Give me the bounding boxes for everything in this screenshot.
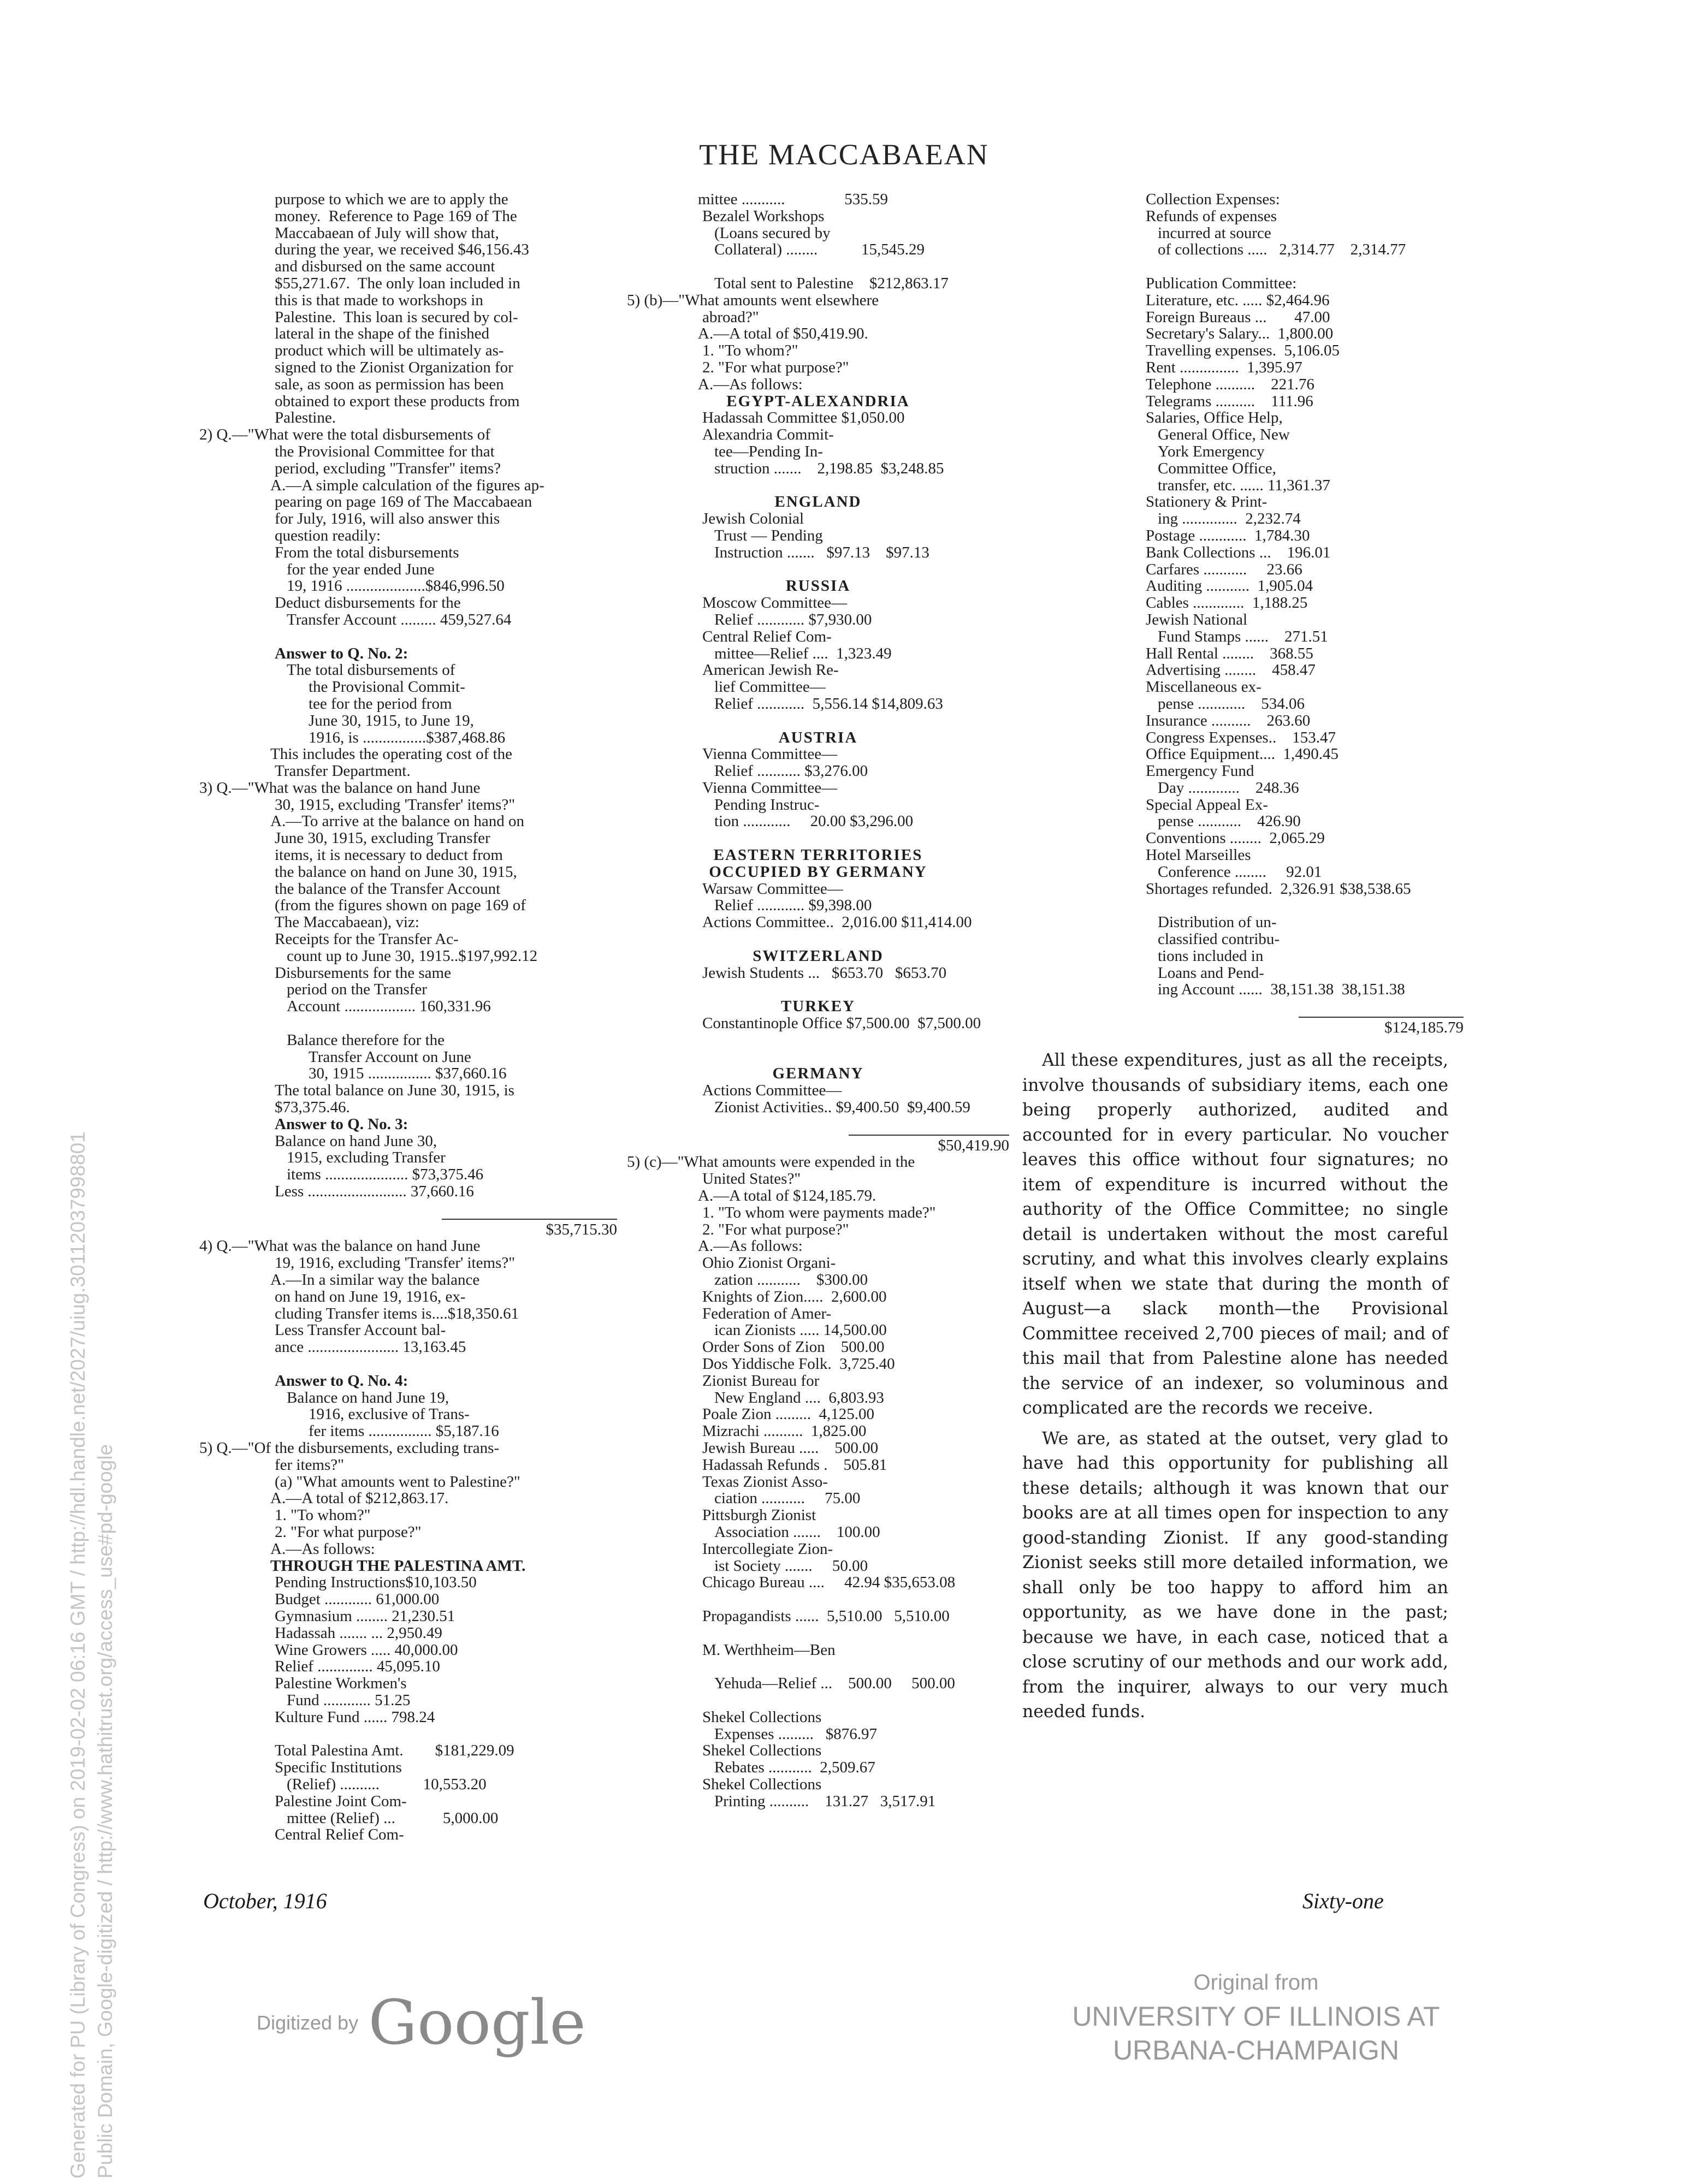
ledger-line: zation ........... $300.00 (714, 1271, 868, 1289)
ledger-line: A.—As follows: (698, 1237, 803, 1255)
ledger-line: Balance on hand June 30, (275, 1132, 437, 1150)
ledger-line: Less Transfer Account bal- (275, 1321, 446, 1339)
ledger-line: items, it is necessary to deduct from (275, 846, 503, 864)
ledger-line: Committee Office, (1158, 459, 1276, 477)
ledger-line: abroad?" (702, 308, 759, 326)
ledger-line: Specific Institutions (275, 1759, 402, 1777)
ledger-line: Collection Expenses: (1146, 191, 1280, 208)
ledger-line: Disbursements for the same (275, 964, 451, 982)
ledger-line: From the total disbursements (275, 543, 459, 561)
closing-essay (1022, 1048, 1448, 1725)
ledger-line: product which will be ultimately as- (275, 342, 504, 360)
original-from-label: Original from (1193, 1971, 1319, 1995)
ledger-line: Auditing ........... 1,905.04 (1146, 577, 1313, 595)
ledger-line: 4) Q.—"What was the balance on hand June (199, 1237, 481, 1255)
ledger-line: items ..................... $73,375.46 (287, 1166, 484, 1184)
ledger-line: Alexandria Commit- (702, 426, 834, 444)
ledger-line: Relief ............ $9,398.00 (714, 897, 872, 915)
ledger-line: American Jewish Re- (702, 661, 839, 679)
ledger-line: Actions Committee.. 2,016.00 $11,414.00 (702, 913, 972, 931)
ledger-line (627, 1116, 1009, 1133)
ledger-line (627, 1591, 1009, 1608)
ledger-line: Association ....... 100.00 (714, 1523, 880, 1541)
ledger-line (627, 931, 1009, 948)
ledger-line: $35,715.30 (546, 1220, 617, 1238)
ledger-line (1070, 998, 1464, 1015)
section-heading: AUSTRIA (778, 728, 858, 746)
ledger-line: Maccabaean of July will show that, (275, 224, 499, 242)
ledger-line: 30, 1915, excluding 'Transfer' items?" (275, 796, 516, 814)
ledger-line (1070, 258, 1464, 275)
provenance-sidebar (64, 814, 119, 2179)
ledger-line: The Maccabaean), viz: (275, 913, 419, 931)
ledger-line: cluding Transfer items is....$18,350.61 (275, 1304, 519, 1322)
ledger-line: Federation of Amer- (702, 1304, 832, 1322)
ledger-line: A.—A total of $212,863.17. (270, 1489, 449, 1508)
ledger-line: ing .............. 2,232.74 (1158, 510, 1301, 528)
ledger-line: $55,271.67. The only loan included in (275, 274, 520, 292)
ledger-line: Shortages refunded. 2,326.91 $38,538.65 (1146, 880, 1411, 898)
ledger-line: and disbursed on the same account (275, 258, 495, 276)
ledger-line: Warsaw Committee— (702, 880, 843, 898)
ledger-line: A.—A simple calculation of the figures ap- (270, 476, 544, 494)
ledger-line: 2. "For what purpose?" (702, 358, 849, 376)
ledger-line: Miscellaneous ex- (1146, 678, 1261, 696)
ledger-line: the balance on hand on June 30, 1915, (275, 863, 517, 881)
ledger-line: Transfer Department. (275, 762, 411, 780)
ledger-line: General Office, New (1158, 426, 1290, 444)
ledger-line: struction ....... 2,198.85 $3,248.85 (714, 459, 944, 477)
section-heading: EGYPT-ALEXANDRIA (726, 392, 910, 410)
ledger-line: tee for the period from (309, 695, 452, 713)
section-heading: TURKEY (780, 998, 856, 1016)
ledger-line: Yehuda—Relief ... 500.00 500.00 (714, 1675, 955, 1693)
ledger-line: Pending Instruc- (714, 796, 820, 814)
ledger-line: Account .................. 160,331.96 (287, 998, 491, 1016)
ledger-line: York Emergency (1158, 442, 1265, 460)
ledger-line: during the year, we received $46,156.43 (275, 241, 529, 259)
ledger-line: Bank Collections ... 196.01 (1146, 543, 1331, 561)
ledger-line: $124,185.79 (1384, 1019, 1464, 1037)
ledger-line: signed to the Zionist Organization for (275, 358, 513, 376)
essay-paragraph: All these expenditures, just as all the receipts, involve thousands of subsidiary items, each one being properly authorized, audited and accounted for in every particular. No voucher leaves this office without four signatures; no item of expenditure is incurred without the authority of the Office Committee; no single detail is undertaken without the most careful scrutiny, and what this involves clearly explains itself when we state that during the month of August—a slack month—the Provisional Committee received 2,700 pieces of mail; and of this mail that from Palestine alone has needed the service of an indexer, so voluminous and complicated are the records we receive. (1022, 1051, 1448, 1418)
ledger-line: ance ....................... 13,163.45 (275, 1338, 466, 1356)
ledger-line: count up to June 30, 1915..$197,992.12 (287, 947, 538, 965)
ledger-line: M. Werthheim—Ben (702, 1641, 836, 1659)
ledger-line: The total balance on June 30, 1915, is (275, 1082, 514, 1100)
ledger-line (199, 1200, 617, 1217)
ledger-line (627, 713, 1009, 729)
ledger-line (627, 830, 1009, 847)
section-heading: SWITZERLAND (753, 947, 884, 965)
ledger-line: 2) Q.—"What were the total disbursements of (199, 426, 490, 444)
ledger-line: 1. "To whom?" (275, 1506, 371, 1524)
ledger-line (627, 258, 1009, 275)
ledger-line: $73,375.46. (275, 1099, 350, 1117)
ledger-line: Insurance .......... 263.60 (1146, 711, 1311, 729)
ledger-line: Wine Growers ..... 40,000.00 (275, 1641, 458, 1659)
ledger-line: Intercollegiate Zion- (702, 1540, 833, 1558)
ledger-line (627, 1658, 1009, 1675)
ledger-line: tions included in (1158, 947, 1264, 965)
ledger-line: Printing .......... 131.27 3,517.91 (714, 1792, 936, 1810)
ledger-line: sale, as soon as permission has been (275, 375, 504, 393)
ledger-line: Palestine Workmen's (275, 1675, 407, 1693)
total-rule (442, 1219, 617, 1220)
ledger-line: Expenses ......... $876.97 (714, 1725, 878, 1743)
ledger-line: fer items?" (275, 1456, 344, 1474)
ledger-line: question readily: (275, 526, 381, 544)
ledger-line: June 30, 1915, excluding Transfer (275, 829, 490, 847)
ledger-line: Relief ........... $3,276.00 (714, 762, 868, 780)
ledger-line: Jewish Colonial (702, 510, 804, 528)
ledger-line: A.—A total of $124,185.79. (698, 1187, 876, 1205)
ledger-line: Shekel Collections (702, 1708, 822, 1726)
ledger-line: Stationery & Print- (1146, 493, 1268, 511)
ledger-line (199, 1356, 617, 1373)
ledger-line: Total Palestina Amt. $181,229.09 (275, 1742, 514, 1760)
ledger-line: Balance therefore for the (287, 1031, 445, 1049)
provenance-line: Generated for PU (Library of Congress) on 2019-02-02 06:16 GMT / http://hdl.handle.net/2027/uiug.30112037998801 (67, 1131, 89, 2179)
ledger-line: Jewish Students ... $653.70 $653.70 (702, 964, 947, 982)
ledger-line: Palestine. (275, 409, 336, 427)
ledger-line: Vienna Committee— (702, 745, 838, 763)
section-heading: EASTERN TERRITORIES (713, 846, 923, 864)
ledger-line (627, 981, 1009, 998)
ledger-line: 5) (b)—"What amounts went elsewhere (627, 291, 879, 309)
ledger-line: ist Society ....... 50.00 (714, 1557, 868, 1575)
ledger-line: A.—A total of $50,419.90. (698, 325, 868, 343)
google-logo: Google (368, 1987, 586, 2058)
original-source-watermark (1065, 1966, 1447, 2067)
ledger-line: Zionist Activities.. $9,400.50 $9,400.59 (714, 1099, 970, 1117)
ledger-line: lief Committee— (714, 678, 826, 696)
ledger-line: Postage ............ 1,784.30 (1146, 526, 1310, 544)
ledger-line: Relief ............ 5,556.14 $14,809.63 (714, 695, 943, 713)
ledger-line: fer items ................ $5,187.16 (309, 1422, 499, 1440)
ledger-line: Transfer Account ......... 459,527.64 (287, 610, 512, 628)
footer-date: October, 1916 (203, 1889, 327, 1913)
ledger-line: 2. "For what purpose?" (702, 1220, 849, 1238)
ledger-line: the Provisional Commit- (309, 678, 465, 696)
ledger-line: incurred at source (1158, 224, 1271, 242)
ledger-line: 19, 1916 ....................$846,996.50 (287, 577, 505, 595)
ledger-line: Answer to Q. No. 2: (275, 644, 408, 662)
ledger-line: Rebates ........... 2,509.67 (714, 1759, 875, 1777)
ledger-line: 19, 1916, excluding 'Transfer' items?" (275, 1254, 516, 1272)
ledger-line: Less ......................... 37,660.16 (275, 1183, 474, 1201)
ledger-line: Carfares ........... 23.66 (1146, 560, 1302, 578)
ledger-line: 5) (c)—"What amounts were expended in the (627, 1153, 915, 1171)
ledger-line: pense ............ 534.06 (1158, 695, 1305, 713)
ledger-line: Relief .............. 45,095.10 (275, 1658, 440, 1676)
ledger-line: Propagandists ...... 5,510.00 5,510.00 (702, 1607, 950, 1625)
ledger-line: Hadassah Refunds . 505.81 (702, 1456, 887, 1474)
ledger-line: Day ............. 248.36 (1158, 779, 1299, 797)
ledger-line: Dos Yiddische Folk. 3,725.40 (702, 1355, 895, 1373)
ledger-line: 3) Q.—"What was the balance on hand June (199, 779, 481, 797)
ledger-line: Foreign Bureaus ... 47.00 (1146, 308, 1330, 326)
ledger-line: 5) Q.—"Of the disbursements, excluding trans- (199, 1439, 500, 1457)
ledger-line: Moscow Committee— (702, 594, 848, 612)
ledger-line: this is that made to workshops in (275, 291, 483, 309)
ledger-line: Chicago Bureau .... 42.94 $35,653.08 (702, 1574, 956, 1592)
ledger-line: tion ............ 20.00 $3,296.00 (714, 812, 914, 830)
ledger-line: Budget ............ 61,000.00 (275, 1590, 440, 1609)
column-middle (627, 191, 1009, 1810)
ledger-line: Shekel Collections (702, 1742, 822, 1760)
ledger-line: Distribution of un- (1158, 913, 1277, 931)
ledger-line: Travelling expenses. 5,106.05 (1146, 342, 1340, 360)
ledger-line: the Provisional Committee for that (275, 442, 495, 460)
ledger-line: This includes the operating cost of the (270, 745, 512, 763)
footer-page-number: Sixty-one (1302, 1889, 1384, 1913)
ledger-line: mittee (Relief) ... 5,000.00 (287, 1809, 499, 1827)
ledger-line (627, 561, 1009, 578)
total-rule (849, 1135, 1009, 1136)
ledger-line: Bezalel Workshops (702, 207, 825, 225)
ledger-line: Hadassah Committee $1,050.00 (702, 409, 905, 427)
ledger-line: Texas Zionist Asso- (702, 1473, 828, 1491)
ledger-line: The total disbursements of (287, 661, 455, 679)
ledger-line: A.—In a similar way the balance (270, 1271, 480, 1289)
ledger-line: Central Relief Com- (702, 627, 832, 645)
ledger-line: A.—As follows: (270, 1540, 375, 1558)
ledger-line: 1916, is ................$387,468.86 (309, 728, 506, 746)
ledger-line: Shekel Collections (702, 1775, 822, 1793)
ledger-line: Receipts for the Transfer Ac- (275, 930, 459, 948)
section-heading: RUSSIA (785, 577, 851, 595)
ledger-line: Publication Committee: (1146, 274, 1297, 292)
university-name: UNIVERSITY OF ILLINOIS AT (1072, 2001, 1440, 2032)
ledger-line: Jewish Bureau ..... 500.00 (702, 1439, 879, 1457)
ledger-line: mittee—Relief .... 1,323.49 (714, 644, 892, 662)
ledger-line (1070, 897, 1464, 914)
column-left (199, 191, 617, 1843)
ledger-line: transfer, etc. ...... 11,361.37 (1158, 476, 1330, 494)
ledger-line: Literature, etc. ..... $2,464.96 (1146, 291, 1330, 309)
ledger-line: (Loans secured by (714, 224, 831, 242)
ledger-line: Balance on hand June 19, (287, 1388, 449, 1406)
ledger-line (627, 1692, 1009, 1709)
ledger-line (627, 1625, 1009, 1642)
ledger-line: tee—Pending In- (714, 442, 823, 460)
ledger-line: of collections ..... 2,314.77 2,314.77 (1158, 241, 1406, 259)
ledger-line: Constantinople Office $7,500.00 $7,500.00 (702, 1014, 981, 1032)
ledger-line: Rent ............... 1,395.97 (1146, 358, 1302, 376)
campus-name: URBANA-CHAMPAIGN (1112, 2035, 1400, 2066)
ledger-line: Answer to Q. No. 4: (275, 1372, 408, 1390)
ledger-line: Hall Rental ........ 368.55 (1146, 644, 1313, 662)
ledger-line: Telegrams .......... 111.96 (1146, 392, 1313, 410)
total-rule (1299, 1017, 1464, 1018)
ledger-line: 1916, exclusive of Trans- (309, 1405, 470, 1423)
ledger-line: Actions Committee— (702, 1082, 842, 1100)
ledger-line: Emergency Fund (1146, 762, 1254, 780)
ledger-line: (a) "What amounts went to Palestine?" (275, 1473, 520, 1491)
ledger-line: Office Equipment.... 1,490.45 (1146, 745, 1339, 763)
ledger-line: ing Account ...... 38,151.38 38,151.38 (1158, 981, 1405, 999)
digitized-by-watermark (257, 1987, 586, 2058)
ledger-line: Secretary's Salary... 1,800.00 (1146, 325, 1334, 343)
ledger-line: Pittsburgh Zionist (702, 1506, 816, 1524)
ledger-line: ciation ........... 75.00 (714, 1489, 861, 1508)
ledger-line (199, 1015, 617, 1032)
digitized-by-label: Digitized by (257, 2011, 359, 2034)
ledger-line: Hotel Marseilles (1146, 846, 1251, 864)
ledger-line: Mizrachi .......... 1,825.00 (702, 1422, 867, 1440)
ledger-line: Cables ............. 1,188.25 (1146, 594, 1308, 612)
ledger-line: A.—As follows: (698, 375, 803, 393)
ledger-line: Salaries, Office Help, (1146, 409, 1283, 427)
ledger-line: Knights of Zion..... 2,600.00 (702, 1287, 887, 1305)
ledger-line: Zionist Bureau for (702, 1372, 820, 1390)
ledger-line: purpose to which we are to apply the (275, 191, 508, 208)
rights-line: Public Domain, Google-digitized / http://www.hathitrust.org/access_use#pd-google (94, 1444, 116, 2179)
ledger-line: Trust — Pending (714, 526, 823, 544)
section-heading: OCCUPIED BY GERMANY (709, 863, 927, 881)
ledger-line (627, 1049, 1009, 1066)
ledger-line: Refunds of expenses (1146, 207, 1277, 225)
ledger-line: Vienna Committee— (702, 779, 838, 797)
ledger-line: Ohio Zionist Organi- (702, 1254, 836, 1272)
ledger-line: Kulture Fund ...... 798.24 (275, 1708, 435, 1726)
ledger-line (627, 477, 1009, 494)
ledger-line: 1915, excluding Transfer (287, 1149, 446, 1167)
ledger-line: Palestine Joint Com- (275, 1792, 407, 1810)
ledger-line: period on the Transfer (287, 981, 427, 999)
ledger-line: New England .... 6,803.93 (714, 1388, 884, 1406)
section-heading: ENGLAND (774, 493, 862, 511)
ledger-line: for the year ended June (287, 560, 435, 578)
ledger-line: the balance of the Transfer Account (275, 880, 501, 898)
ledger-line: Telephone .......... 221.76 (1146, 375, 1314, 393)
ledger-line: ican Zionists ..... 14,500.00 (714, 1321, 887, 1339)
ledger-line: Palestine. This loan is secured by col- (275, 308, 518, 326)
ledger-line: Answer to Q. No. 3: (275, 1115, 408, 1133)
ledger-line: Deduct disbursements for the (275, 594, 461, 612)
ledger-line (199, 628, 617, 645)
ledger-line: Instruction ....... $97.13 $97.13 (714, 543, 929, 561)
ledger-line: 1. "To whom?" (702, 342, 798, 360)
ledger-line: mittee ........... 535.59 (698, 191, 888, 208)
ledger-line: obtained to export these products from (275, 392, 520, 410)
ledger-line: United States?" (702, 1170, 801, 1188)
ledger-line: lateral in the shape of the finished (275, 325, 489, 343)
ledger-line: A.—To arrive at the balance on hand on (270, 812, 525, 830)
ledger-line: (from the figures shown on page 169 of (275, 897, 526, 915)
ledger-line: $50,419.90 (938, 1136, 1009, 1154)
ledger-line: Total sent to Palestine $212,863.17 (714, 274, 949, 292)
ledger-line: Relief ............ $7,930.00 (714, 610, 872, 628)
ledger-line: Conference ........ 92.01 (1158, 863, 1322, 881)
masthead-title: THE MACCABAEAN (699, 138, 989, 171)
ledger-line: 2. "For what purpose?" (275, 1523, 422, 1541)
section-heading: GERMANY (772, 1065, 864, 1083)
ledger-line (199, 1726, 617, 1743)
ledger-line: 30, 1915 ................ $37,660.16 (309, 1065, 507, 1083)
ledger-line: THROUGH THE PALESTINA AMT. (270, 1557, 526, 1575)
ledger-line (627, 1032, 1009, 1049)
ledger-line: pearing on page 169 of The Maccabaean (275, 493, 532, 511)
ledger-line: classified contribu- (1158, 930, 1280, 948)
ledger-line: for July, 1916, will also answer this (275, 510, 500, 528)
ledger-line: Advertising ........ 458.47 (1146, 661, 1316, 679)
ledger-line: Central Relief Com- (275, 1826, 404, 1844)
ledger-line: Collateral) ........ 15,545.29 (714, 241, 925, 259)
ledger-line: period, excluding "Transfer" items? (275, 459, 501, 477)
ledger-line: Conventions ........ 2,065.29 (1146, 829, 1325, 847)
ledger-line: Loans and Pend- (1158, 964, 1264, 982)
ledger-line: Special Appeal Ex- (1146, 796, 1268, 814)
column-right (1070, 191, 1464, 1036)
ledger-line: Gymnasium ........ 21,230.51 (275, 1607, 455, 1625)
ledger-line: June 30, 1915, to June 19, (309, 711, 474, 729)
ledger-line: Fund Stamps ...... 271.51 (1158, 627, 1328, 645)
ledger-line: Hadassah ....... ... 2,950.49 (275, 1624, 442, 1642)
ledger-line: Congress Expenses.. 153.47 (1146, 728, 1336, 746)
ledger-line: Poale Zion ......... 4,125.00 (702, 1405, 874, 1423)
ledger-line: Pending Instructions$10,103.50 (275, 1574, 477, 1592)
ledger-line: money. Reference to Page 169 of The (275, 207, 517, 225)
ledger-line: 1. "To whom were payments made?" (702, 1203, 936, 1221)
ledger-line: Order Sons of Zion 500.00 (702, 1338, 885, 1356)
ledger-line: pense ........... 426.90 (1158, 812, 1301, 830)
ledger-line: Transfer Account on June (309, 1048, 471, 1066)
ledger-line: Jewish National (1146, 610, 1248, 628)
ledger-line: Fund ............ 51.25 (287, 1691, 411, 1709)
essay-paragraph: We are, as stated at the outset, very glad to have had this opportunity for publishing all these details; although it was known that our books are at all times open for inspection to any good-standing Zionist. If any good-standing Zionist seeks still more detailed information, we shall only be too happy to afford him an opportunity, as we have done in the past; because we have, in each case, noticed that a close scrutiny of our methods and our work add, from the inquirer, always to our very much needed funds. (1022, 1428, 1448, 1722)
ledger-line: (Relief) .......... 10,553.20 (287, 1775, 487, 1793)
ledger-line: on hand on June 19, 1916, ex- (275, 1287, 466, 1305)
